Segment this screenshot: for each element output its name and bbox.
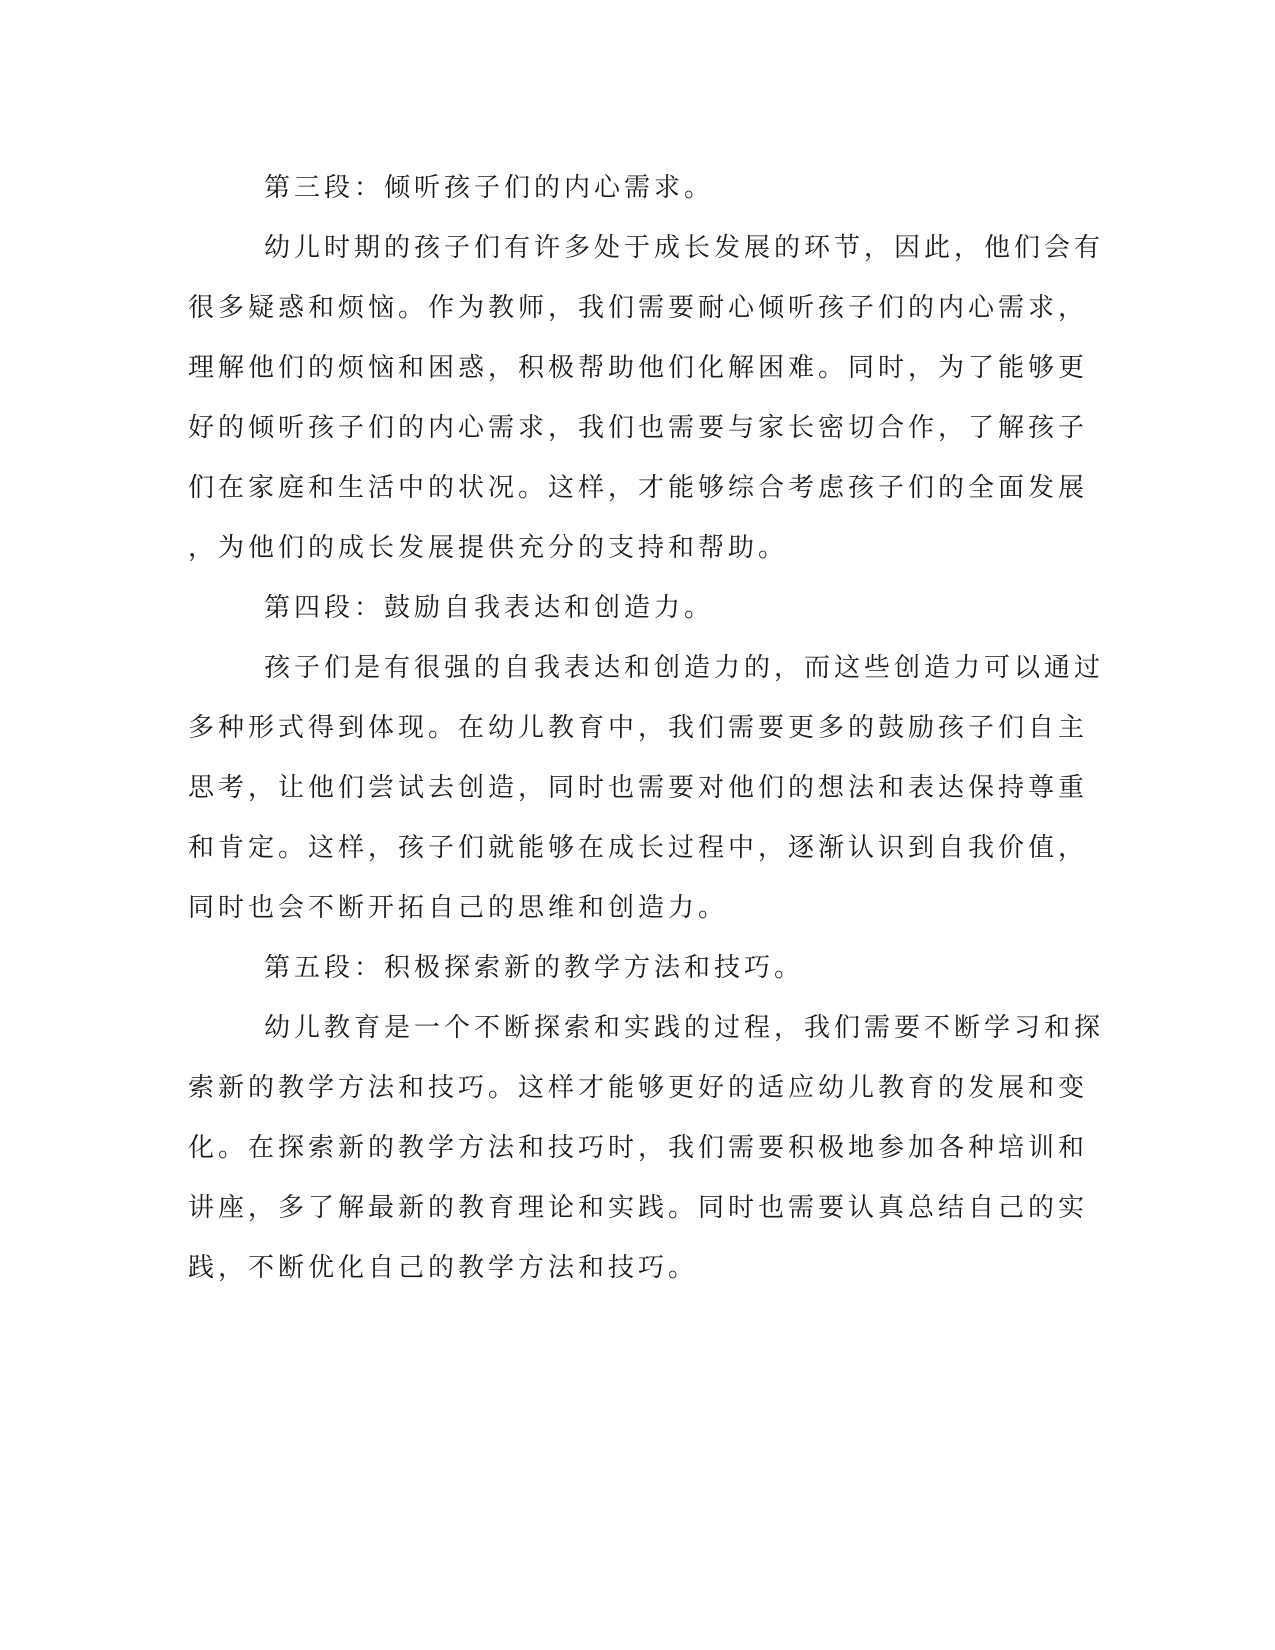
paragraph-line: 很多疑惑和烦恼。作为教师，我们需要耐心倾听孩子们的内心需求， [188, 293, 1089, 323]
paragraph-line: 幼儿教育是一个不断探索和实践的过程，我们需要不断学习和探 [264, 1013, 1105, 1043]
paragraph-line: 索新的教学方法和技巧。这样才能够更好的适应幼儿教育的发展和变 [188, 1073, 1089, 1103]
paragraph-line: 讲座，多了解最新的教育理论和实践。同时也需要认真总结自己的实 [188, 1193, 1089, 1223]
paragraph-line: 幼儿时期的孩子们有许多处于成长发展的环节，因此，他们会有 [264, 233, 1105, 263]
paragraph-line: 思考，让他们尝试去创造，同时也需要对他们的想法和表达保持尊重 [188, 773, 1089, 803]
paragraph-line: 同时也会不断开拓自己的思维和创造力。 [188, 893, 729, 923]
paragraph-line: 们在家庭和生活中的状况。这样，才能够综合考虑孩子们的全面发展 [188, 473, 1089, 503]
heading-section-5: 第五段：积极探索新的教学方法和技巧。 [264, 953, 805, 983]
paragraph-line: 多种形式得到体现。在幼儿教育中，我们需要更多的鼓励孩子们自主 [188, 713, 1089, 743]
heading-section-4: 第四段：鼓励自我表达和创造力。 [264, 593, 715, 623]
paragraph-line: 孩子们是有很强的自我表达和创造力的，而这些创造力可以通过 [264, 653, 1105, 683]
heading-section-3: 第三段：倾听孩子们的内心需求。 [264, 173, 715, 203]
document-body [188, 158, 1105, 1298]
paragraph-line: 化。在探索新的教学方法和技巧时，我们需要积极地参加各种培训和 [188, 1133, 1089, 1163]
paragraph-line: 和肯定。这样，孩子们就能够在成长过程中，逐渐认识到自我价值， [188, 833, 1089, 863]
paragraph-line: 好的倾听孩子们的内心需求，我们也需要与家长密切合作，了解孩子 [188, 413, 1089, 443]
paragraph-line: 理解他们的烦恼和困惑，积极帮助他们化解困难。同时，为了能够更 [188, 353, 1089, 383]
paragraph-line: ，为他们的成长发展提供充分的支持和帮助。 [188, 533, 789, 563]
paragraph-line: 践，不断优化自己的教学方法和技巧。 [188, 1253, 699, 1283]
